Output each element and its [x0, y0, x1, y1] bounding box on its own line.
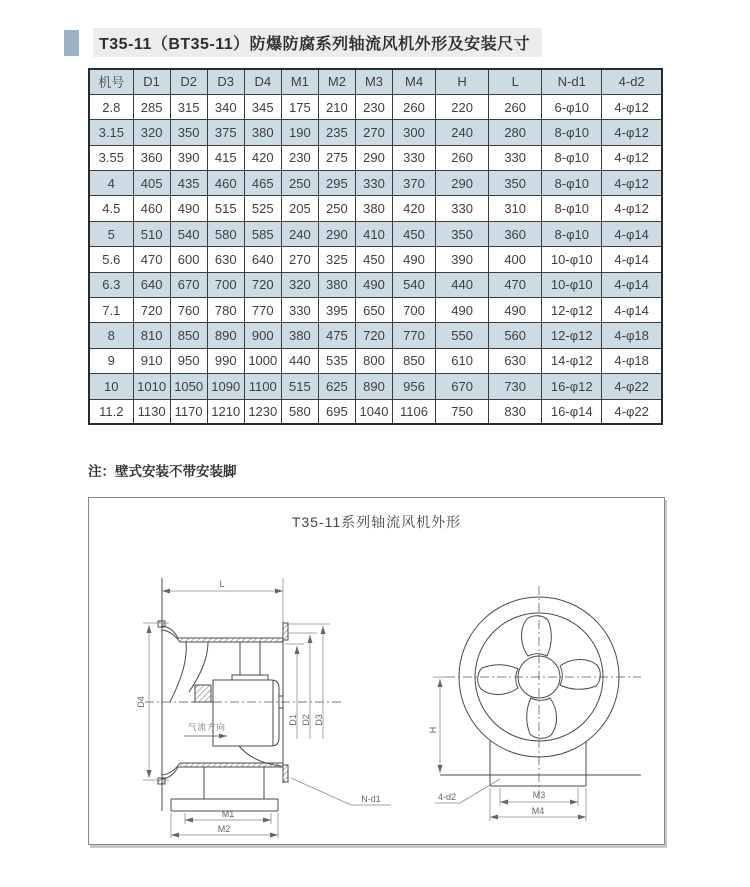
table-cell: 600 — [170, 247, 207, 272]
table-cell: 850 — [170, 323, 207, 348]
dim-label-4d2: 4-d2 — [437, 792, 457, 802]
dim-label-m1: M1 — [221, 809, 235, 819]
table-cell: 3.55 — [89, 145, 133, 170]
table-cell: 290 — [436, 171, 489, 196]
table-cell: 460 — [207, 171, 244, 196]
table-cell: 830 — [489, 399, 542, 424]
table-cell: 12-φ12 — [542, 298, 602, 323]
table-cell: 700 — [207, 272, 244, 297]
table-cell: 550 — [436, 323, 489, 348]
table-cell: 515 — [207, 196, 244, 221]
title-marker-icon — [64, 30, 79, 56]
table-cell: 360 — [489, 221, 542, 246]
table-cell: 750 — [436, 399, 489, 424]
table-cell: 760 — [170, 298, 207, 323]
table-cell: 410 — [355, 221, 392, 246]
table-cell: 10 — [89, 374, 133, 399]
table-cell: 10-φ10 — [542, 247, 602, 272]
table-cell: 1000 — [244, 348, 281, 373]
table-cell: 1040 — [355, 399, 392, 424]
table-cell: 700 — [393, 298, 436, 323]
table-cell: 720 — [244, 272, 281, 297]
table-cell: 4-φ18 — [602, 348, 662, 373]
column-header: M1 — [281, 69, 318, 94]
table-cell: 900 — [244, 323, 281, 348]
table-cell: 175 — [281, 94, 318, 119]
column-header: M3 — [355, 69, 392, 94]
table-cell: 320 — [281, 272, 318, 297]
column-header: M2 — [318, 69, 355, 94]
table-cell: 490 — [393, 247, 436, 272]
table-row — [89, 323, 662, 348]
table-cell: 260 — [436, 145, 489, 170]
dim-label-d3: D3 — [314, 714, 324, 726]
table-cell: 290 — [355, 145, 392, 170]
table-cell: 375 — [207, 120, 244, 145]
table-cell: 475 — [318, 323, 355, 348]
dim-label-nd1: N-d1 — [361, 794, 381, 804]
table-cell: 1170 — [170, 399, 207, 424]
table-cell: 510 — [133, 221, 170, 246]
dim-label-d4: D4 — [136, 696, 146, 708]
column-header: D3 — [207, 69, 244, 94]
table-cell: 580 — [207, 221, 244, 246]
column-header: D4 — [244, 69, 281, 94]
table-cell: 380 — [244, 120, 281, 145]
table-cell: 285 — [133, 94, 170, 119]
table-cell: 490 — [355, 272, 392, 297]
table-cell: 8-φ10 — [542, 120, 602, 145]
table-cell: 460 — [133, 196, 170, 221]
dim-label-m2: M2 — [217, 824, 231, 834]
table-cell: 625 — [318, 374, 355, 399]
table-cell: 1210 — [207, 399, 244, 424]
table-header-row — [89, 69, 662, 94]
table-cell: 1010 — [133, 374, 170, 399]
column-header: D1 — [133, 69, 170, 94]
table-cell: 210 — [318, 94, 355, 119]
table-cell: 490 — [170, 196, 207, 221]
table-row — [89, 221, 662, 246]
column-header: M4 — [393, 69, 436, 94]
table-row — [89, 145, 662, 170]
table-cell: 1230 — [244, 399, 281, 424]
table-cell: 350 — [170, 120, 207, 145]
dim-label-d2: D2 — [301, 714, 311, 726]
table-cell: 1090 — [207, 374, 244, 399]
table-cell: 515 — [281, 374, 318, 399]
table-cell: 12-φ12 — [542, 323, 602, 348]
table-cell: 770 — [244, 298, 281, 323]
table-cell: 8-φ10 — [542, 171, 602, 196]
airflow-label: 气流方向 — [187, 722, 227, 732]
diagram-box — [88, 497, 665, 845]
table-cell: 956 — [393, 374, 436, 399]
table-cell: 350 — [489, 171, 542, 196]
column-header: 机号 — [89, 69, 133, 94]
dim-label-d1: D1 — [288, 714, 298, 726]
table-cell: 330 — [281, 298, 318, 323]
table-cell: 850 — [393, 348, 436, 373]
table-cell: 990 — [207, 348, 244, 373]
table-cell: 290 — [318, 221, 355, 246]
table-cell: 4-φ14 — [602, 298, 662, 323]
table-cell: 670 — [170, 272, 207, 297]
table-row — [89, 374, 662, 399]
table-cell: 4-φ22 — [602, 374, 662, 399]
table-cell: 310 — [489, 196, 542, 221]
table-cell: 330 — [393, 145, 436, 170]
table-row — [89, 120, 662, 145]
table-cell: 695 — [318, 399, 355, 424]
table-cell: 300 — [393, 120, 436, 145]
table-cell: 470 — [133, 247, 170, 272]
table-cell: 650 — [355, 298, 392, 323]
table-cell: 640 — [133, 272, 170, 297]
table-cell: 6-φ10 — [542, 94, 602, 119]
table-cell: 490 — [436, 298, 489, 323]
table-cell: 890 — [355, 374, 392, 399]
table-cell: 275 — [318, 145, 355, 170]
table-cell: 11.2 — [89, 399, 133, 424]
dim-label-m4: M4 — [531, 806, 545, 816]
table-cell: 630 — [489, 348, 542, 373]
table-cell: 465 — [244, 171, 281, 196]
table-cell: 4 — [89, 171, 133, 196]
table-cell: 250 — [281, 171, 318, 196]
table-cell: 670 — [436, 374, 489, 399]
side-view — [158, 578, 288, 811]
table-cell: 360 — [133, 145, 170, 170]
dim-label-h: H — [428, 726, 438, 734]
table-cell: 8-φ10 — [542, 221, 602, 246]
table-cell: 260 — [393, 94, 436, 119]
table-cell: 8-φ10 — [542, 196, 602, 221]
table-cell: 14-φ12 — [542, 348, 602, 373]
page-header — [64, 28, 542, 57]
table-cell: 395 — [318, 298, 355, 323]
table-cell: 560 — [489, 323, 542, 348]
table-cell: 770 — [393, 323, 436, 348]
table-cell: 235 — [318, 120, 355, 145]
table-cell: 630 — [207, 247, 244, 272]
table-cell: 4-φ12 — [602, 196, 662, 221]
table-cell: 8-φ10 — [542, 145, 602, 170]
table-cell: 8 — [89, 323, 133, 348]
table-cell: 240 — [436, 120, 489, 145]
table-cell: 9 — [89, 348, 133, 373]
table-cell: 420 — [244, 145, 281, 170]
table-cell: 7.1 — [89, 298, 133, 323]
table-cell: 320 — [133, 120, 170, 145]
front-view-centerlines — [446, 586, 641, 801]
table-cell: 585 — [244, 221, 281, 246]
table-cell: 260 — [489, 94, 542, 119]
table-cell: 190 — [281, 120, 318, 145]
table-row — [89, 399, 662, 424]
table-cell: 420 — [393, 196, 436, 221]
fan-outline-drawing — [89, 534, 666, 846]
table-row — [89, 247, 662, 272]
table-row — [89, 298, 662, 323]
installation-note: 注：壁式安装不带安装脚 — [88, 464, 237, 479]
table-cell: 5 — [89, 221, 133, 246]
table-cell: 540 — [170, 221, 207, 246]
column-header: D2 — [170, 69, 207, 94]
table-cell: 4-φ12 — [602, 94, 662, 119]
table-cell: 370 — [393, 171, 436, 196]
table-cell: 380 — [281, 323, 318, 348]
table-cell: 280 — [489, 120, 542, 145]
table-row — [89, 94, 662, 119]
table-cell: 250 — [318, 196, 355, 221]
table-cell: 390 — [436, 247, 489, 272]
table-cell: 810 — [133, 323, 170, 348]
table-cell: 535 — [318, 348, 355, 373]
table-cell: 950 — [170, 348, 207, 373]
table-cell: 345 — [244, 94, 281, 119]
table-cell: 270 — [355, 120, 392, 145]
table-cell: 4-φ12 — [602, 171, 662, 196]
table-cell: 720 — [355, 323, 392, 348]
table-cell: 16-φ14 — [542, 399, 602, 424]
table-cell: 380 — [318, 272, 355, 297]
table-cell: 350 — [436, 221, 489, 246]
column-header: L — [489, 69, 542, 94]
table-cell: 440 — [436, 272, 489, 297]
table-cell: 405 — [133, 171, 170, 196]
table-cell: 1130 — [133, 399, 170, 424]
table-row — [89, 272, 662, 297]
table-cell: 205 — [281, 196, 318, 221]
table-cell: 5.6 — [89, 247, 133, 272]
table-cell: 580 — [281, 399, 318, 424]
table-cell: 4-φ22 — [602, 399, 662, 424]
column-header: H — [436, 69, 489, 94]
spec-table-body — [89, 94, 662, 424]
column-header: N-d1 — [542, 69, 602, 94]
table-cell: 470 — [489, 272, 542, 297]
table-cell: 640 — [244, 247, 281, 272]
table-cell: 16-φ12 — [542, 374, 602, 399]
table-cell: 1100 — [244, 374, 281, 399]
table-cell: 525 — [244, 196, 281, 221]
table-cell: 4.5 — [89, 196, 133, 221]
page-title: T35-11（BT35-11）防爆防腐系列轴流风机外形及安装尺寸 — [93, 28, 542, 57]
table-cell: 720 — [133, 298, 170, 323]
table-cell: 780 — [207, 298, 244, 323]
table-cell: 400 — [489, 247, 542, 272]
table-cell: 340 — [207, 94, 244, 119]
diagram-title: T35-11系列轴流风机外形 — [291, 514, 462, 530]
column-header: 4-d2 — [602, 69, 662, 94]
table-cell: 315 — [170, 94, 207, 119]
table-cell: 4-φ14 — [602, 221, 662, 246]
table-cell: 890 — [207, 323, 244, 348]
table-cell: 800 — [355, 348, 392, 373]
table-cell: 240 — [281, 221, 318, 246]
table-cell: 1106 — [393, 399, 436, 424]
table-cell: 220 — [436, 94, 489, 119]
table-row — [89, 348, 662, 373]
dim-label-l: L — [219, 579, 225, 589]
table-cell: 230 — [281, 145, 318, 170]
table-cell: 325 — [318, 247, 355, 272]
table-cell: 295 — [318, 171, 355, 196]
table-cell: 3.15 — [89, 120, 133, 145]
table-cell: 730 — [489, 374, 542, 399]
spec-table — [88, 68, 663, 425]
table-cell: 270 — [281, 247, 318, 272]
table-cell: 330 — [355, 171, 392, 196]
table-cell: 230 — [355, 94, 392, 119]
table-cell: 380 — [355, 196, 392, 221]
table-cell: 910 — [133, 348, 170, 373]
table-cell: 330 — [489, 145, 542, 170]
table-cell: 4-φ18 — [602, 323, 662, 348]
table-cell: 2.8 — [89, 94, 133, 119]
table-cell: 10-φ10 — [542, 272, 602, 297]
table-cell: 4-φ14 — [602, 247, 662, 272]
table-cell: 4-φ12 — [602, 145, 662, 170]
table-row — [89, 171, 662, 196]
front-view — [440, 597, 641, 786]
table-cell: 4-φ12 — [602, 120, 662, 145]
table-cell: 6.3 — [89, 272, 133, 297]
table-cell: 450 — [355, 247, 392, 272]
table-cell: 490 — [489, 298, 542, 323]
table-cell: 540 — [393, 272, 436, 297]
table-row — [89, 196, 662, 221]
dim-label-m3: M3 — [532, 790, 546, 800]
table-cell: 4-φ14 — [602, 272, 662, 297]
table-cell: 610 — [436, 348, 489, 373]
table-cell: 440 — [281, 348, 318, 373]
table-cell: 1050 — [170, 374, 207, 399]
table-cell: 390 — [170, 145, 207, 170]
table-cell: 435 — [170, 171, 207, 196]
table-cell: 450 — [393, 221, 436, 246]
table-cell: 415 — [207, 145, 244, 170]
table-cell: 330 — [436, 196, 489, 221]
